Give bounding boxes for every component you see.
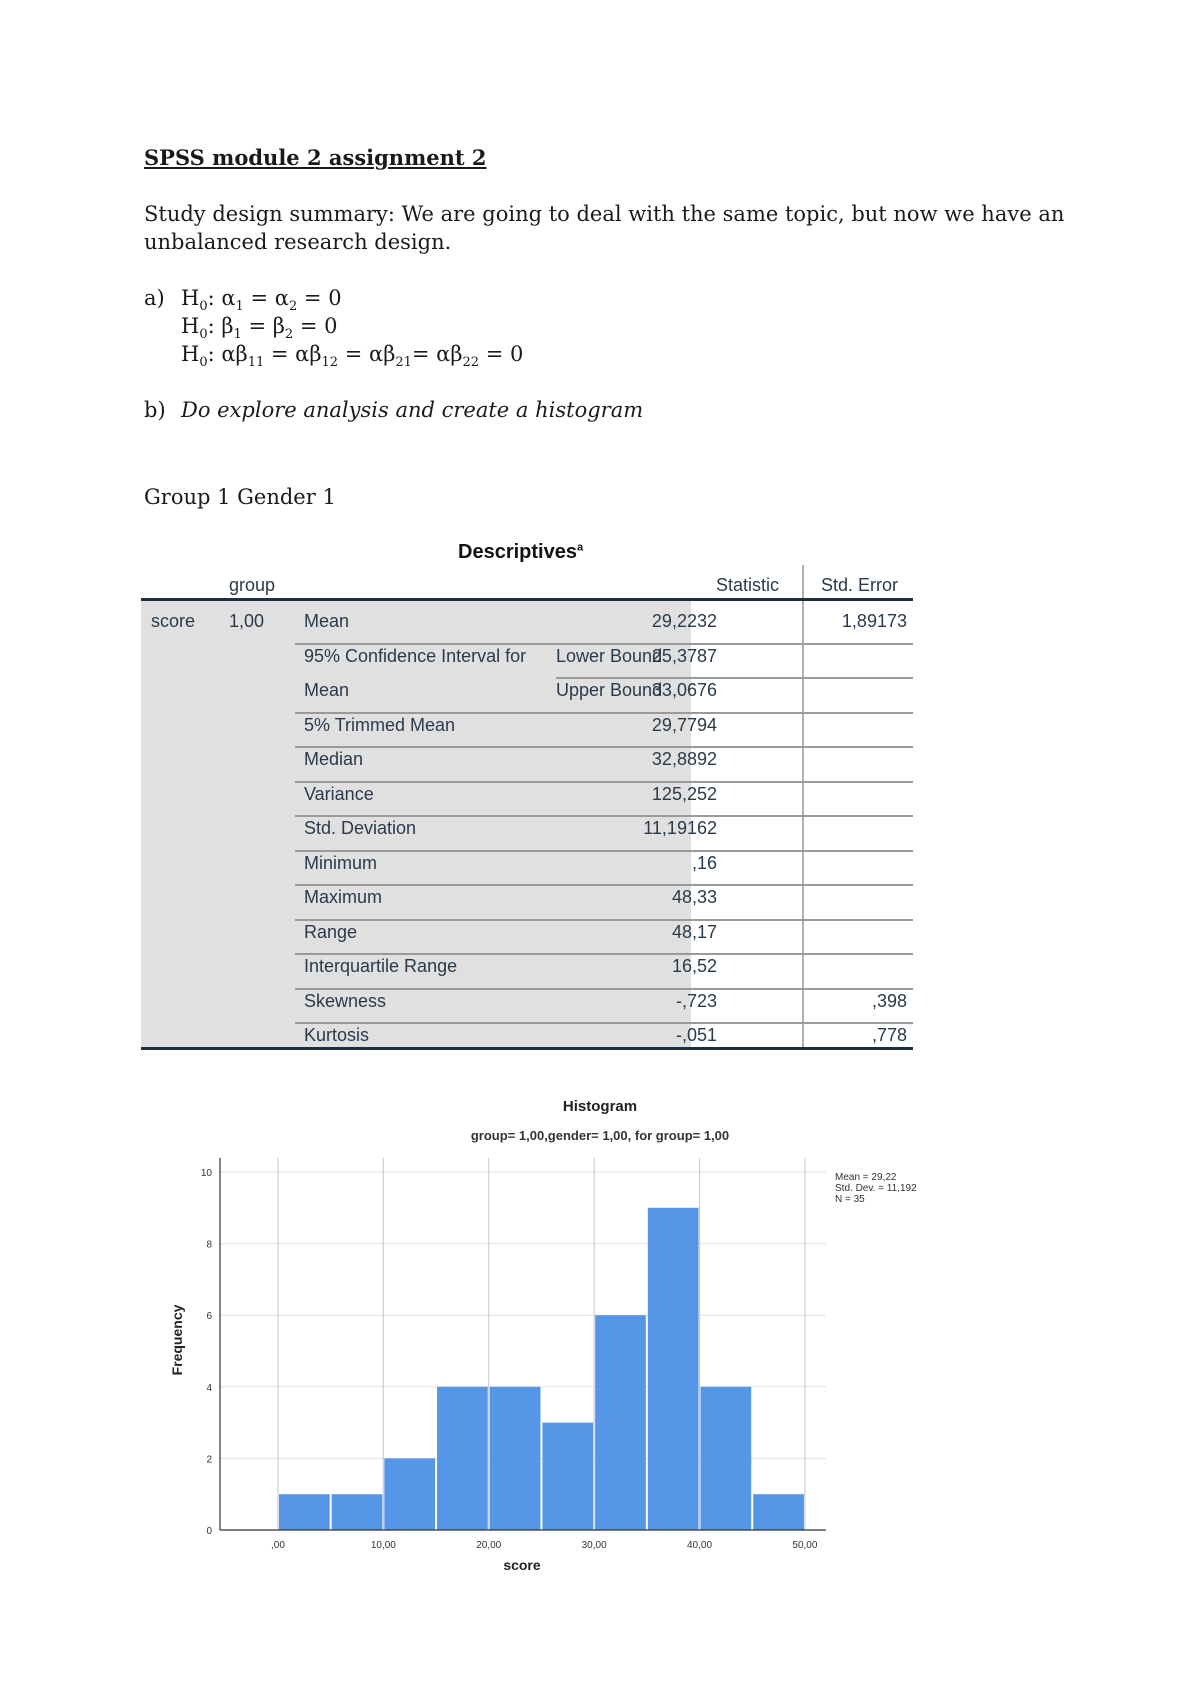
histogram-bar xyxy=(701,1387,752,1530)
stats-line: N = 35 xyxy=(835,1194,865,1205)
row-separator xyxy=(295,919,913,921)
row-separator xyxy=(295,953,913,955)
row-statistic: 16,52 xyxy=(671,956,717,976)
col-header-std-error: Std. Error xyxy=(821,575,899,595)
row-separator xyxy=(295,1022,913,1024)
row-label: Skewness xyxy=(304,990,387,1011)
row-statistic: 48,33 xyxy=(671,887,717,907)
row-statistic: 48,17 xyxy=(671,921,717,942)
x-axis-label: score xyxy=(503,1557,541,1573)
row-label: Kurtosis xyxy=(304,1025,370,1045)
group-heading: Group 1 Gender 1 xyxy=(144,485,336,509)
bottom-rule xyxy=(141,1047,913,1050)
row-statistic: 29,7794 xyxy=(651,714,717,735)
x-tick-label: ,00 xyxy=(271,1540,285,1551)
histogram-bar xyxy=(542,1423,593,1530)
histogram-bar xyxy=(332,1494,383,1530)
row-sublabel: Lower Bound xyxy=(556,645,663,666)
row-separator xyxy=(295,781,913,783)
row-statistic: 29,2232 xyxy=(651,611,717,631)
descriptives-table xyxy=(141,565,913,1050)
row-label: Range xyxy=(304,921,358,942)
y-tick-label: 0 xyxy=(206,1526,212,1537)
row-label: Variance xyxy=(304,783,374,804)
row-label: Minimum xyxy=(304,852,378,873)
y-axis-label: Frequency xyxy=(169,1304,185,1376)
summary-line-2: unbalanced research design. xyxy=(144,230,452,254)
hypothesis-1: $H_0$: $\alpha_1 = \alpha_2 = 0$ xyxy=(181,286,342,315)
x-tick-label: 10,00 xyxy=(370,1540,396,1551)
hypothesis-2: $H_0$: $\beta_1 = \beta_2 = 0$ xyxy=(181,314,338,343)
row-std-error: 1,89173 xyxy=(841,611,907,631)
row-sublabel: Upper Bound xyxy=(556,680,663,700)
chart-subtitle: group= 1,00,gender= 1,00, for group= 1,00 xyxy=(470,1128,730,1143)
item-b-text: Do explore analysis and create a histogram xyxy=(181,398,644,422)
y-tick-label: 4 xyxy=(206,1382,212,1394)
col-header-group: group xyxy=(229,575,276,595)
x-tick-label: 40,00 xyxy=(687,1540,713,1551)
histogram-bar xyxy=(648,1208,699,1530)
x-tick-label: 30,00 xyxy=(581,1540,607,1551)
row-statistic: 125,252 xyxy=(651,783,717,804)
row-std-error: ,778 xyxy=(871,1025,907,1045)
histogram-bar xyxy=(490,1387,541,1530)
column-divider xyxy=(802,565,804,1050)
histogram-bar xyxy=(753,1494,804,1530)
stats-line: Std. Dev. = 11,192 xyxy=(835,1183,917,1194)
stats-line: Mean = 29,22 xyxy=(835,1172,897,1183)
x-tick-label: 20,00 xyxy=(476,1540,502,1551)
y-tick-label: 8 xyxy=(206,1239,212,1251)
row-statistic: 33,0676 xyxy=(651,680,717,700)
group-value: 1,00 xyxy=(229,611,265,631)
row-statistic: 11,19162 xyxy=(643,818,717,838)
ci-label-line-1: 95% Confidence Interval for xyxy=(304,645,527,666)
row-separator xyxy=(295,712,913,714)
y-tick-label: 2 xyxy=(206,1454,212,1466)
row-label: Std. Deviation xyxy=(304,818,417,838)
item-a-label: a) xyxy=(144,286,165,310)
row-separator xyxy=(295,746,913,748)
row-statistic: ,16 xyxy=(691,852,717,873)
document-title: SPSS module 2 assignment 2 xyxy=(144,145,487,170)
hypothesis-3: $H_0$: $\alpha\beta_{11} = \alpha\beta_{12} = \alpha\beta_{21}= \alpha\beta_{22} = 0$ xyxy=(181,342,524,371)
histogram-bar xyxy=(437,1387,488,1530)
row-std-error: ,398 xyxy=(871,990,907,1011)
row-statistic: -,723 xyxy=(675,990,717,1011)
y-tick-label: 10 xyxy=(200,1168,212,1179)
y-tick-label: 6 xyxy=(206,1311,212,1323)
histogram-bar xyxy=(279,1494,330,1530)
histogram-bar xyxy=(595,1315,646,1530)
chart-title: Histogram xyxy=(562,1098,638,1115)
variable-label: score xyxy=(151,611,196,631)
row-separator xyxy=(295,815,913,817)
row-separator xyxy=(295,884,913,886)
row-label: Maximum xyxy=(304,887,383,907)
row-label: Median xyxy=(304,749,364,769)
histogram-bar xyxy=(384,1458,435,1530)
row-separator xyxy=(295,850,913,852)
row-statistic: -,051 xyxy=(675,1025,717,1045)
row-statistic: 32,8892 xyxy=(651,749,717,769)
row-separator xyxy=(556,677,913,679)
row-label: 5% Trimmed Mean xyxy=(304,714,456,735)
item-b-label: b) xyxy=(144,398,166,422)
row-label: Mean xyxy=(304,611,350,631)
row-statistic: 25,3787 xyxy=(651,645,717,666)
col-header-statistic: Statistic xyxy=(716,575,780,595)
row-separator xyxy=(295,643,913,645)
x-tick-label: 50,00 xyxy=(792,1540,818,1551)
ci-label-line-2: Mean xyxy=(304,680,350,700)
descriptives-title: Descriptives$^a$ xyxy=(458,541,584,563)
row-separator xyxy=(295,988,913,990)
summary-line-1: Study design summary: We are going to deal with the same topic, but now we have an xyxy=(144,202,1065,226)
header-rule xyxy=(141,598,913,601)
row-label: Interquartile Range xyxy=(304,956,458,976)
